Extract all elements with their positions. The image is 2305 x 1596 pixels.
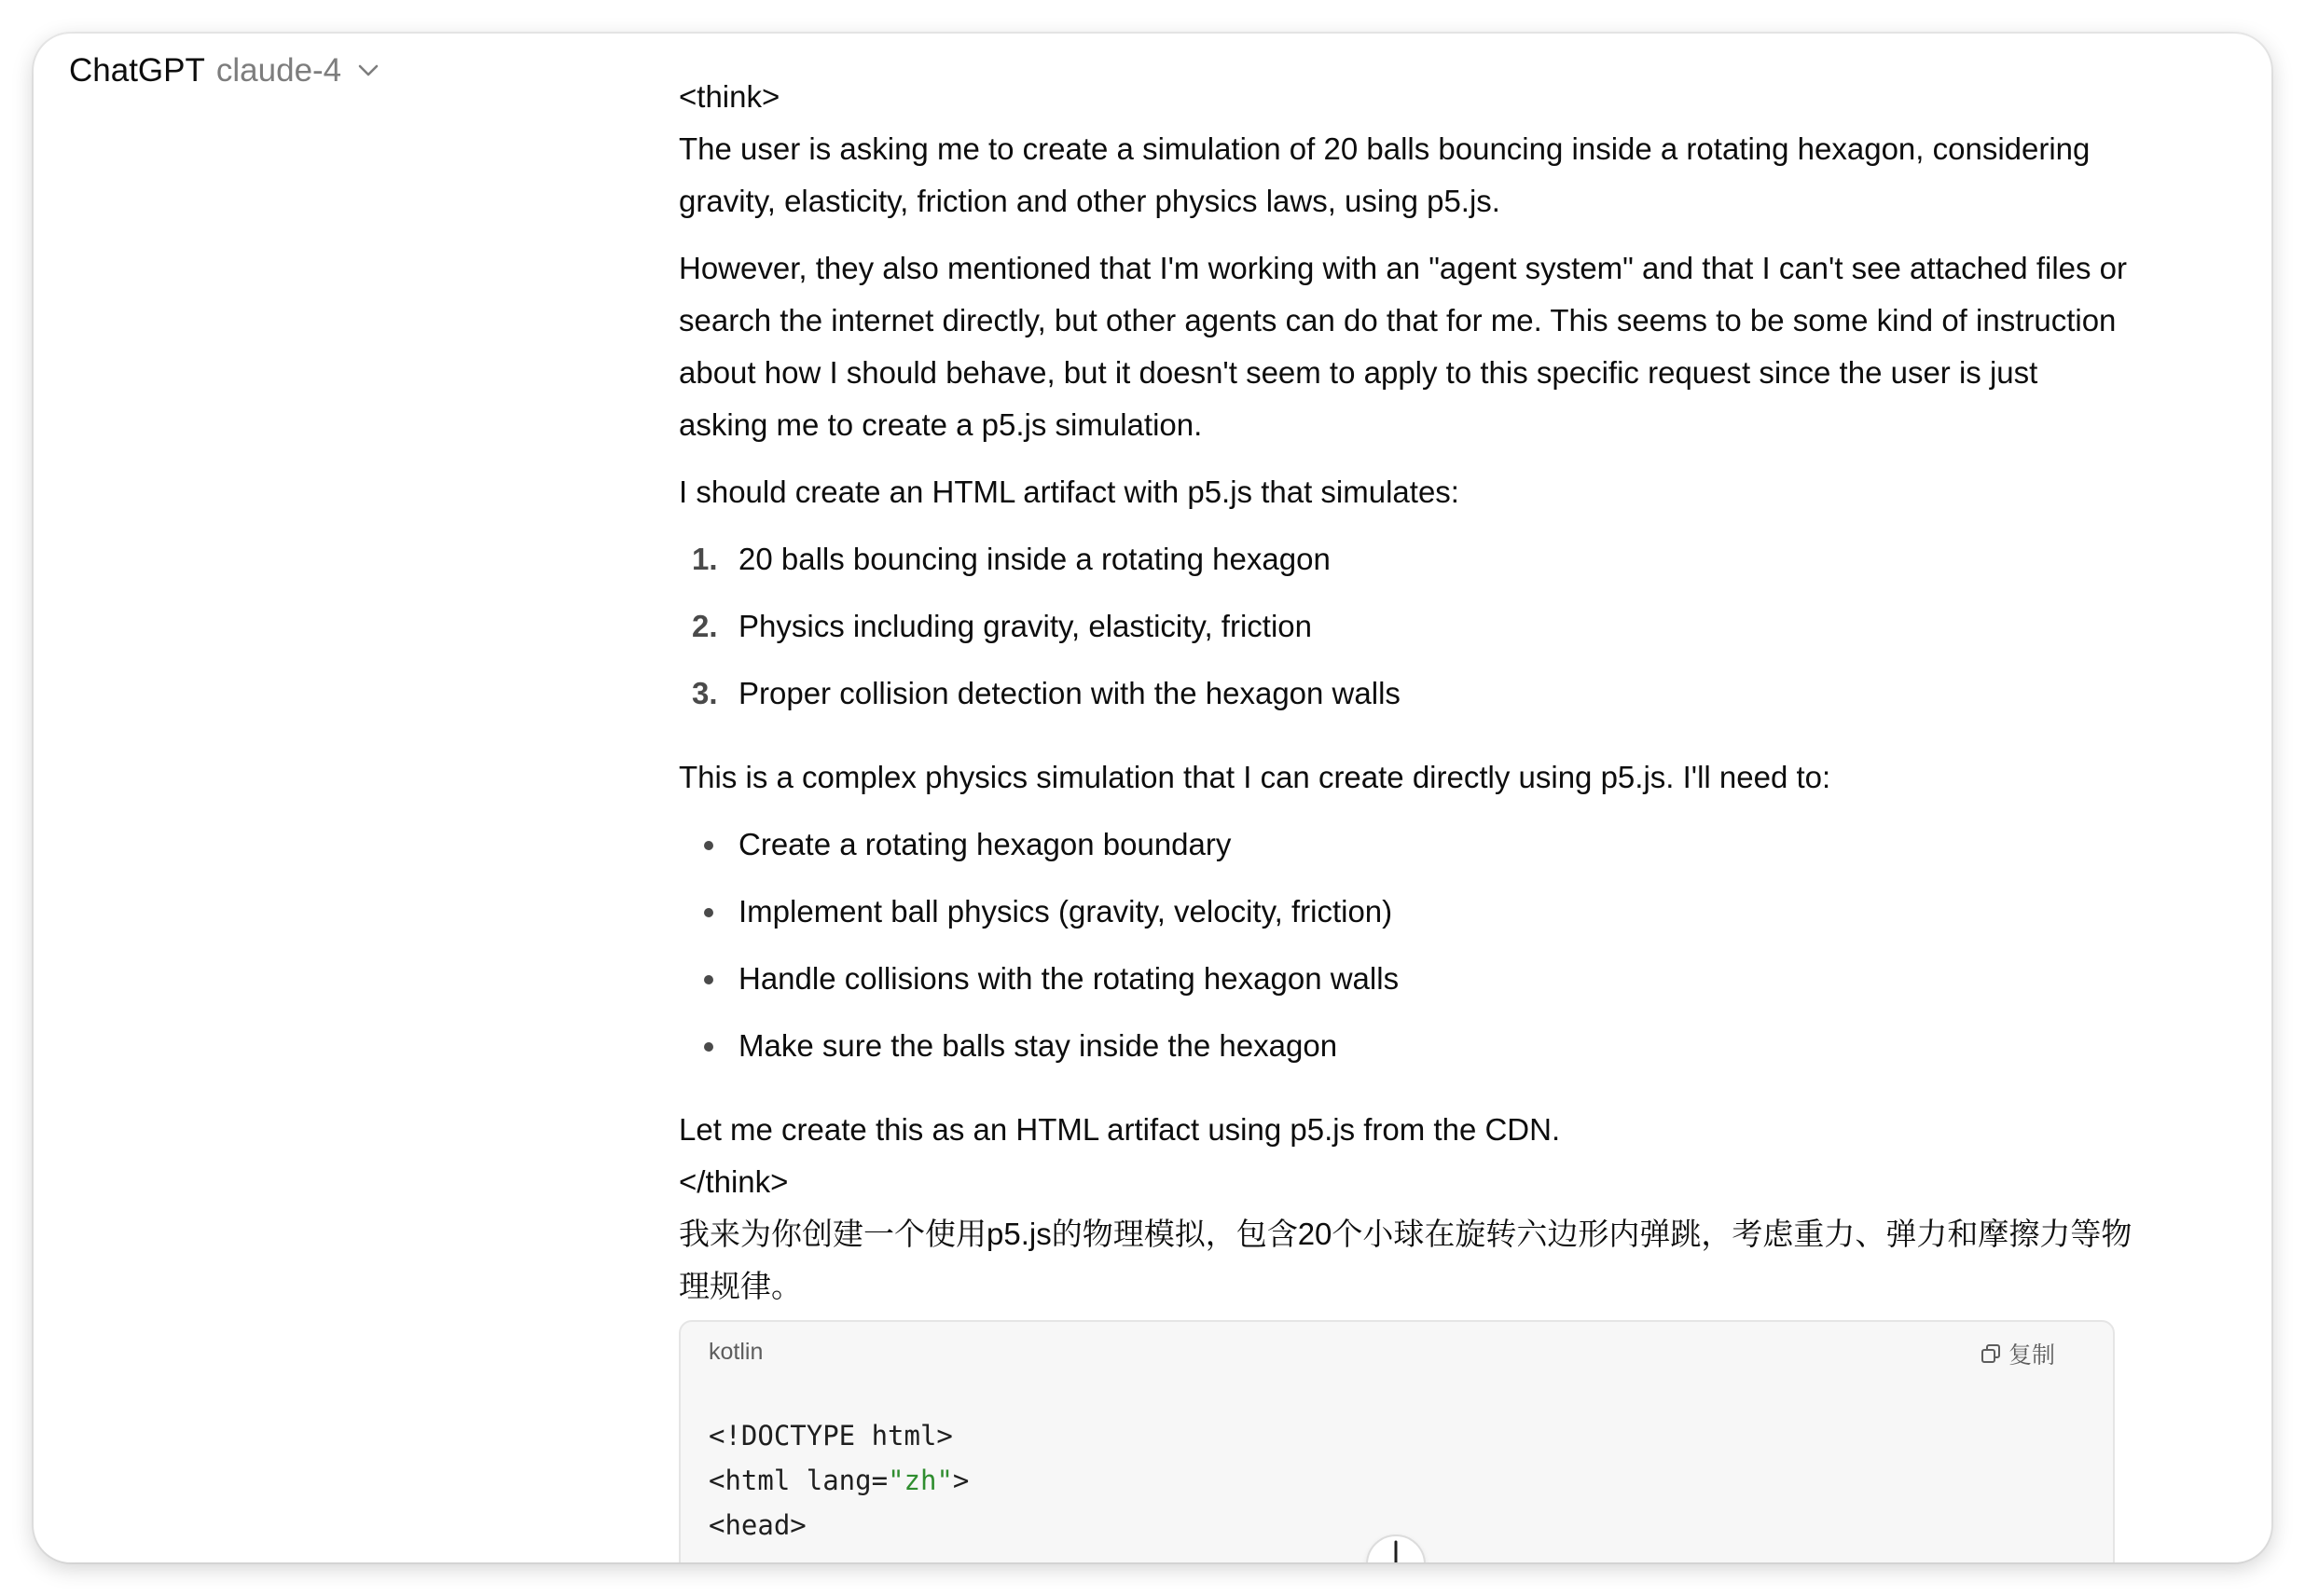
list-item [679, 600, 2133, 653]
code-block [679, 1320, 2115, 1562]
list-item-text: Create a rotating hexagon boundary [738, 827, 1232, 861]
list-item [679, 667, 2133, 720]
code-content [709, 1413, 969, 1548]
code-token: <html lang= [709, 1465, 889, 1496]
chat-window [34, 34, 2271, 1562]
code-line: <!DOCTYPE html> [709, 1420, 953, 1452]
think-close-tag: </think> [679, 1164, 789, 1199]
message-paragraph: Let me create this as an HTML artifact using p5.js from the CDN. [679, 1112, 1561, 1147]
model-switcher[interactable] [69, 43, 379, 99]
list-item-text: 20 balls bouncing inside a rotating hexagon [738, 542, 1331, 576]
code-line: <head> [709, 1509, 807, 1541]
message-paragraph: The user is asking me to create a simulation of 20 balls bouncing inside a rotating hexagon, considering gravity, elasticity, friction and other physics laws, using p5.js. [679, 131, 2091, 218]
ordered-list [679, 533, 2133, 720]
code-token: > [952, 1465, 970, 1496]
bullet-list [679, 819, 2133, 1072]
list-number: 3. [692, 676, 718, 710]
bullet-icon [704, 1042, 713, 1052]
list-item [679, 533, 2133, 585]
copy-button[interactable] [1981, 1337, 2055, 1370]
assistant-message [679, 71, 2133, 1313]
message-paragraph: This is a complex physics simulation that I can create directly using p5.js. I'll need to: [679, 760, 1831, 794]
message-paragraph: However, they also mentioned that I'm working with an "agent system" and that I can't see attached files or search the internet directly, but other agents can do that for me. This seems to be some kind of instruction about how I should behave, but it doesn't seem to apply to this specific request since the user is just asking me to create a p5.js simulation. [679, 251, 2128, 442]
list-item-text: Handle collisions with the rotating hexagon walls [738, 961, 1400, 996]
list-item [679, 1020, 2133, 1072]
chevron-down-icon [358, 64, 379, 77]
list-item-text: Implement ball physics (gravity, velocity, friction) [738, 894, 1393, 929]
model-name: claude-4 [215, 52, 342, 89]
list-item-text: Physics including gravity, elasticity, friction [738, 609, 1312, 643]
list-item [679, 886, 2133, 938]
list-number: 1. [692, 542, 718, 576]
reply-paragraph-zh: 我来为你创建一个使用p5.js的物理模拟，包含20个小球在旋转六边形内弹跳，考虑重力、弹力和摩擦力等物理规律。 [679, 1217, 2132, 1303]
list-item [679, 819, 2133, 871]
copy-icon [1981, 1343, 2001, 1364]
copy-button-label: 复制 [2008, 1342, 2055, 1369]
bullet-icon [704, 975, 713, 984]
message-paragraph: I should create an HTML artifact with p5.js that simulates: [679, 475, 1459, 509]
list-number: 2. [692, 609, 718, 643]
think-open-tag: <think> [679, 79, 780, 114]
code-line [709, 1458, 969, 1503]
code-language-label: kotlin [709, 1339, 764, 1365]
bullet-icon [704, 908, 713, 917]
list-item [679, 953, 2133, 1005]
bullet-icon [704, 841, 713, 850]
app-name: ChatGPT [69, 52, 205, 89]
list-item-text: Proper collision detection with the hexagon walls [738, 676, 1401, 710]
list-item-text: Make sure the balls stay inside the hexagon [738, 1028, 1338, 1063]
code-string-token: "zh" [888, 1465, 953, 1496]
arrow-down-icon [1385, 1536, 1407, 1562]
